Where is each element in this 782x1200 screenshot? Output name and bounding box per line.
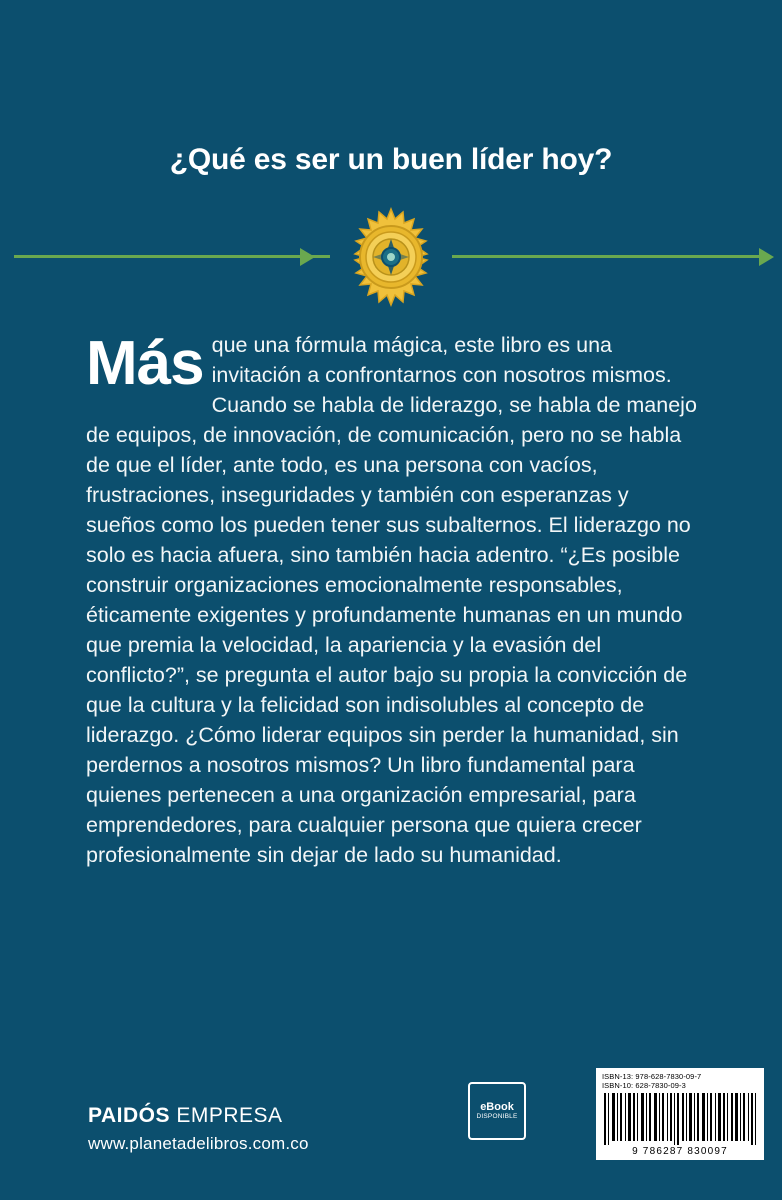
- ebook-badge-line2: DISPONIBLE: [476, 1113, 518, 1121]
- ebook-badge-line1: eBook: [480, 1101, 514, 1114]
- arrow-right-icon-inner: [300, 248, 315, 266]
- imprint-collection: EMPRESA: [176, 1104, 283, 1127]
- publisher-imprint: [88, 1104, 283, 1128]
- isbn10-text: ISBN-10: 628-7830-09-3: [602, 1081, 686, 1090]
- drop-cap: Más: [86, 329, 204, 398]
- blurb-text: [86, 330, 698, 870]
- blurb-body: que una fórmula mágica, este libro es una invitación a confrontarnos con nosotros mismos. Cuando se habla de liderazgo, se habla de manejo de equipos, de innovación, de comunicación, pero no se habla de que el líder, ante todo, es una persona con vacíos, frustraciones, inseguridades y también con esperanzas y sueños como los pueden tener sus subalternos. El liderazgo no solo es hacia afuera, sino también hacia adentro. “¿Es posible construir organizaciones emocionalmente responsables, éticamente exigentes y profundamente humanas en un mundo que premia la velocidad, la apariencia y la evasión del conflicto?”, se pregunta el autor bajo su propia la convicción de que la cultura y la felicidad son indisolubles al concepto de liderazgo. ¿Cómo liderar equipos sin perder la humanidad, sin perdernos a nosotros mismos? Un libro fundamental para quienes pertenecen a una organización empresarial, para emprendedores, para cualquier persona que quiera crecer profesionalmente sin dejar de lado su humanidad.: [86, 333, 697, 867]
- barcode-icon: [602, 1093, 758, 1145]
- arrow-right-icon-outer: [759, 248, 774, 266]
- sun-compass-emblem-icon: [341, 207, 441, 307]
- ebook-available-badge: [468, 1082, 526, 1140]
- publisher-website[interactable]: www.planetadelibros.com.co: [88, 1134, 309, 1153]
- divider-band: [0, 237, 782, 277]
- imprint-brand: PAIDÓS: [88, 1104, 170, 1127]
- divider-line-left: [14, 255, 330, 258]
- barcode-block: [596, 1068, 764, 1160]
- page-title: ¿Qué es ser un buen líder hoy?: [169, 143, 613, 176]
- isbn13-text: ISBN-13: 978-628-7830-09-7: [602, 1072, 702, 1081]
- divider-line-right: [452, 255, 768, 258]
- barcode-digits: 9 786287 830097: [632, 1146, 728, 1157]
